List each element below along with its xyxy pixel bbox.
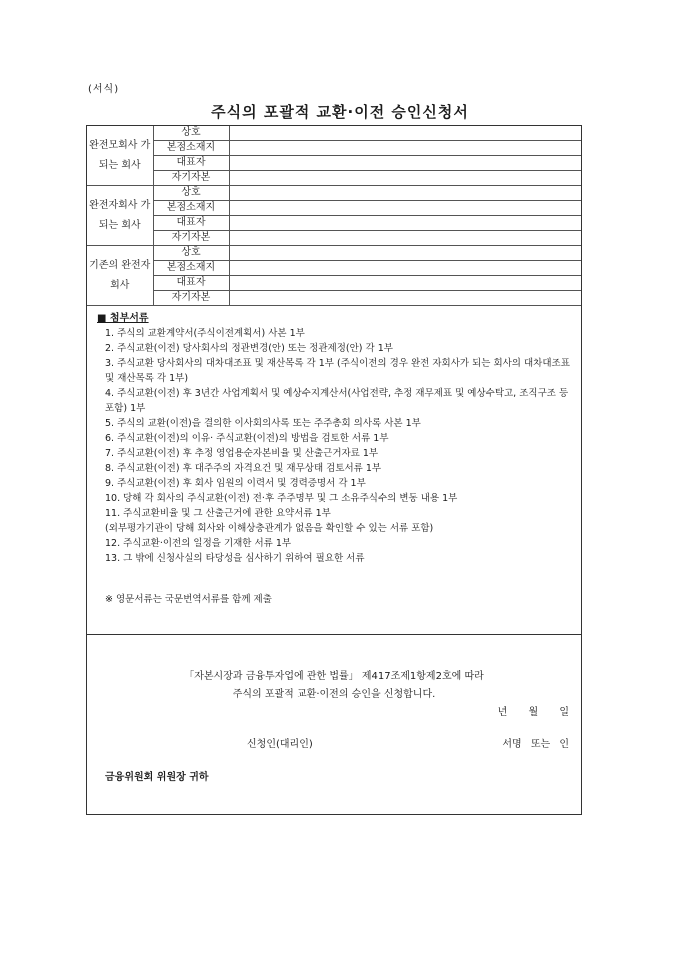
field-value-cell[interactable] bbox=[229, 156, 581, 171]
company-field-row bbox=[87, 126, 581, 141]
company-group-label: 기존의 완전자회사 bbox=[87, 246, 153, 306]
field-value-cell[interactable] bbox=[229, 216, 581, 231]
field-label: 본점소재지 bbox=[153, 261, 229, 276]
recipient-label: 금융위원회 위원장 귀하 bbox=[105, 772, 209, 783]
field-value-cell[interactable] bbox=[229, 141, 581, 156]
company-field-row bbox=[87, 216, 581, 231]
field-label: 본점소재지 bbox=[153, 141, 229, 156]
attachment-item: 10. 당해 각 회사의 주식교환(이전) 전·후 주주명부 및 그 소유주식수의 변동 내용 1부 bbox=[105, 493, 458, 504]
company-info-table bbox=[87, 126, 581, 306]
attachments-heading: ■ 첨부서류 bbox=[97, 313, 149, 324]
attachment-item: 5. 주식의 교환(이전)을 결의한 이사회의사록 또는 주주총회 의사록 사본 1부 bbox=[105, 418, 421, 429]
attachment-item: 4. 주식교환(이전) 후 3년간 사업계획서 및 예상수지계산서(사업전략, 추정 재무제표 및 예상수탁고, 조직구조 등 포함) 1부 bbox=[105, 388, 569, 414]
attachments-note: ※ 영문서류는 국문번역서류를 함께 제출 bbox=[105, 594, 272, 605]
attachment-item: 9. 주식교환(이전) 후 회사 임원의 이력서 및 경력증명서 각 1부 bbox=[105, 478, 366, 489]
signature-label: 서명 또는 인 bbox=[502, 739, 569, 750]
attachments-list bbox=[105, 326, 571, 566]
company-field-row bbox=[87, 141, 581, 156]
attachments-section bbox=[87, 306, 581, 635]
field-value-cell[interactable] bbox=[229, 186, 581, 201]
field-label: 자기자본 bbox=[153, 231, 229, 246]
company-field-row bbox=[87, 246, 581, 261]
company-field-row bbox=[87, 156, 581, 171]
company-field-row bbox=[87, 201, 581, 216]
attachment-item: 3. 주식교환 당사회사의 대차대조표 및 재산목록 각 1부 (주식이전의 경우 완전 자회사가 되는 회사의 대차대조표 및 재산목록 각 1부) bbox=[105, 358, 570, 384]
attachment-item: 8. 주식교환(이전) 후 대주주의 자격요건 및 재무상태 검토서류 1부 bbox=[105, 463, 382, 474]
request-text: 주식의 포괄적 교환·이전의 승인을 신청합니다. bbox=[232, 689, 436, 700]
attachment-item: 6. 주식교환(이전)의 이유· 주식교환(이전)의 방법을 검토한 서류 1부 bbox=[105, 433, 389, 444]
field-value-cell[interactable] bbox=[229, 231, 581, 246]
company-field-row bbox=[87, 276, 581, 291]
form-type-label: (서식) bbox=[88, 84, 120, 95]
attachment-item: 11. 주식교환비율 및 그 산출근거에 관한 요약서류 1부 bbox=[105, 508, 331, 519]
field-value-cell[interactable] bbox=[229, 246, 581, 261]
field-label: 상호 bbox=[153, 186, 229, 201]
field-label: 본점소재지 bbox=[153, 201, 229, 216]
attachment-item: 13. 그 밖에 신청사실의 타당성을 심사하기 위하여 필요한 서류 bbox=[105, 553, 365, 564]
field-value-cell[interactable] bbox=[229, 261, 581, 276]
attachment-item: 7. 주식교환(이전) 후 추정 영업용순자본비율 및 산출근거자료 1부 bbox=[105, 448, 379, 459]
attachment-item: 1. 주식의 교환계약서(주식이전계획서) 사본 1부 bbox=[105, 328, 305, 339]
field-value-cell[interactable] bbox=[229, 276, 581, 291]
attachment-item: (외부평가기관이 당해 회사와 이해상충관계가 없음을 확인할 수 있는 서류 포함) bbox=[105, 523, 434, 534]
date-line: 년 월 일 bbox=[497, 707, 569, 718]
company-field-row bbox=[87, 171, 581, 186]
field-value-cell[interactable] bbox=[229, 291, 581, 306]
field-label: 자기자본 bbox=[153, 291, 229, 306]
company-group-label: 완전모회사 가 되는 회사 bbox=[87, 126, 153, 186]
field-value-cell[interactable] bbox=[229, 126, 581, 141]
field-value-cell[interactable] bbox=[229, 171, 581, 186]
document-title: 주식의 포괄적 교환·이전 승인신청서 bbox=[211, 103, 469, 121]
attachment-item: 12. 주식교환·이전의 일정을 기재한 서류 1부 bbox=[105, 538, 292, 549]
application-form bbox=[86, 125, 582, 815]
company-field-row bbox=[87, 291, 581, 306]
field-label: 대표자 bbox=[153, 276, 229, 291]
applicant-label: 신청인(대리인) bbox=[247, 739, 313, 750]
field-label: 상호 bbox=[153, 246, 229, 261]
field-label: 자기자본 bbox=[153, 171, 229, 186]
field-label: 대표자 bbox=[153, 156, 229, 171]
legal-basis-text: 「자본시장과 금융투자업에 관한 법률」 제417조제1항제2호에 따라 bbox=[184, 671, 484, 682]
company-field-row bbox=[87, 261, 581, 276]
field-label: 대표자 bbox=[153, 216, 229, 231]
company-group-label: 완전자회사 가 되는 회사 bbox=[87, 186, 153, 246]
declaration-section bbox=[87, 635, 581, 868]
company-field-row bbox=[87, 231, 581, 246]
field-label: 상호 bbox=[153, 126, 229, 141]
field-value-cell[interactable] bbox=[229, 201, 581, 216]
attachment-item: 2. 주식교환(이전) 당사회사의 정관변경(안) 또는 정관제정(안) 각 1부 bbox=[105, 343, 393, 354]
company-field-row bbox=[87, 186, 581, 201]
